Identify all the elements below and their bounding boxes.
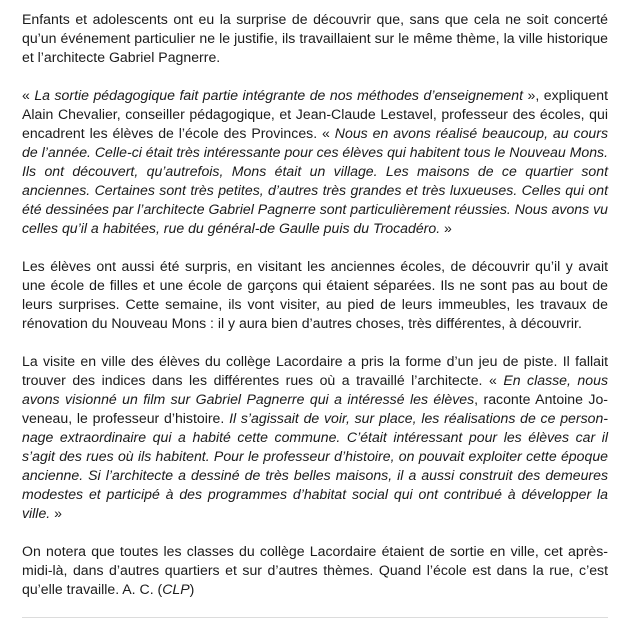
bottom-divider (22, 617, 608, 618)
paragraph-intro (22, 10, 608, 67)
text-run: Enfants et adolescents ont eu la surprise de découvrir que, sans que cela ne soit concerté qu’un événement particulier ne le justifie, ils travaillaient sur le même thème, la ville historique et l’architecte Gabriel Pagnerre. (22, 11, 608, 65)
byline-source: CLP (162, 581, 190, 597)
text-run: » (50, 505, 62, 521)
text-run: ) (189, 581, 195, 597)
text-run: Les élèves ont aussi été surpris, en visitant les anciennes écoles, de découvrir qu’il y avait une école de filles et une école de garçons qui étaient séparées. Ils ne sont pas au bout de leurs surprises. Cette semaine, ils vont visiter, au pied de leurs immeubles, les travaux de rénovation du Nouveau Mons : il y aura bien d’autres choses, très différentes, à découvrir. (22, 258, 608, 331)
text-run: », expliquent Alain Chevalier, conseiller pédagogique, et Jean-Claude Lestavel, professeur des écoles, qui encadrent les élèves de l’école des Provinces. « (22, 87, 608, 141)
text-run: La visite en ville des élèves du collège Lacordaire a pris la forme d’un jeu de piste. Il fallait trouver des indices dans les différentes rues où a travaillé l’architecte. « (22, 353, 608, 388)
quote-run: Il s’agissait de voir, sur place, les réalisations de ce personnage extraordinaire qui a habité cette commune. C’était intéressant pour les élèves car il s’agit des rues où ils habitent. Pour le professeur d’histoire, on pouvait exploiter cette époque ancienne. Si l’architecte a dessiné de très belles maisons, il a aussi construit des demeures modestes et participé à des programmes d’habitat social qui ont contribué à développer la ville. (22, 410, 608, 521)
quote-run: Nous en avons réalisé beaucoup, au cours de l’année. Celle-ci était très intéressante pour ces élèves qui habitent tous le Nouveau Mons. Ils ont découvert, qu’autrefois, Mons était un village. Les maisons de ce quartier sont anciennes. Certaines sont très petites, d’autres très grandes et très luxueuses. Celles qui ont été dessinées par l’architecte Gabriel Pagnerre sont particulièrement réussies. Nous avons vu celles qu’il a habitées, rue du général-de Gaulle puis du Trocadéro. (22, 125, 609, 236)
paragraph-college-lacordaire (22, 352, 608, 523)
paragraph-anciennes-ecoles (22, 257, 608, 333)
text-run: » (440, 220, 452, 236)
text-run: On notera que toutes les classes du collège Lacordaire étaient de sortie en ville, cet après-midi-là, dans d’autres quartiers et sur d’autres thèmes. Quand l’école est dans la rue, c’est qu’elle travaille. A. C. ( (22, 543, 608, 597)
paragraph-ecole-provinces (22, 86, 608, 238)
quote-run: La sortie pédagogique fait partie intégrante de nos méthodes d’enseignement (34, 87, 523, 103)
paragraph-conclusion (22, 542, 608, 599)
text-run: « (22, 87, 35, 103)
article-body (22, 10, 608, 599)
text-run: , raconte Antoine Joveneau, le professeur d’histoire. (22, 391, 608, 426)
quote-run: En classe, nous avons visionné un film sur Gabriel Pagnerre qui a intéressé les élèves (22, 372, 608, 407)
